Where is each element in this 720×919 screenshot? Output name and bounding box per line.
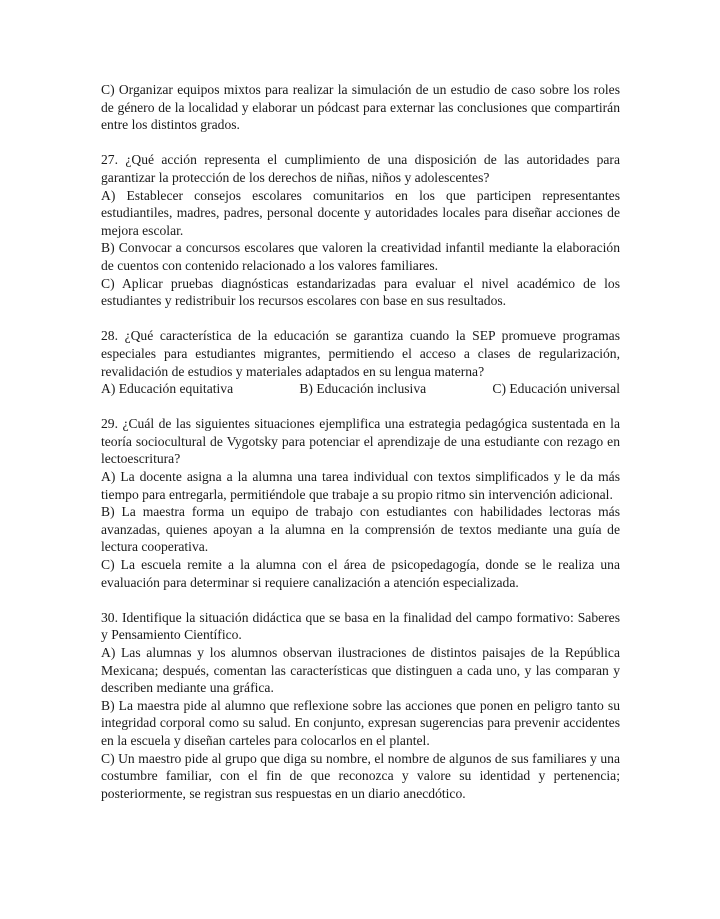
q27-stem: 27. ¿Qué acción representa el cumplimiento de una disposición de las autoridades para garantizar la protección de los derechos de niñas, niños y adolescentes?: [101, 152, 620, 185]
question-27: [101, 151, 620, 309]
q28-option-a: A) Educación equitativa: [101, 381, 234, 397]
q30-stem: 30. Identifique la situación didáctica que se basa en la finalidad del campo formativo: Saberes y Pensamiento Científico.: [101, 609, 620, 643]
question-28: [101, 327, 620, 397]
q26-option-c: C) Organizar equipos mixtos para realizar la simulación de un estudio de caso sobre los roles de género de la localidad y elaborar un pódcast para externar las conclusiones que compartirán entre los distintos grados.: [101, 82, 620, 133]
q27-option-b: B) Convocar a concursos escolares que valoren la creatividad infantil mediante la elaboración de cuentos con contenido relacionado a los valores familiares.: [101, 240, 620, 273]
q29-option-c: C) La escuela remite a la alumna con el área de psicopedagogía, donde se le realiza una evaluación para determinar si requiere canalización a atención especializada.: [101, 557, 620, 590]
q29-option-a: A) La docente asigna a la alumna una tarea individual con textos simplificados y le da más tiempo para entregarla, permitiéndole que trabaje a su propio ritmo sin intervención adicional.: [101, 469, 620, 502]
q30-option-b: B) La maestra pide al alumno que reflexione sobre las acciones que ponen en peligro tanto su integridad corporal como su salud. En conjunto, expresan sugerencias para prevenir accidentes en la escuela y diseñan carteles para colocarlos en el plantel.: [101, 697, 620, 748]
q30-option-c: C) Un maestro pide al grupo que diga su nombre, el nombre de algunos de sus familiares y una costumbre familiar, con el fin de que reconozca y valore su identidad y pertenencia; posteriormente, se registran sus respuestas en un diario anecdótico.: [101, 750, 620, 801]
question-30: [101, 609, 620, 803]
q28-stem: 28. ¿Qué característica de la educación se garantiza cuando la SEP promueve programas especiales para estudiantes migrantes, permitiendo el acceso a clases de regularización, revalidación de estudios y materiales adaptados en su lengua materna?: [101, 328, 620, 379]
q28-option-c: C) Educación universal: [492, 381, 620, 397]
q27-option-c: C) Aplicar pruebas diagnósticas estandarizadas para evaluar el nivel académico de los estudiantes y redistribuir los recursos escolares con base en sus resultados.: [101, 275, 620, 309]
q29-option-b: B) La maestra forma un equipo de trabajo con estudiantes con habilidades lectoras más avanzadas, quienes apoyan a la alumna en la comprensión de textos mediante una guía de lectura cooperativa.: [101, 504, 620, 555]
question-29: [101, 415, 620, 591]
q30-option-a: A) Las alumnas y los alumnos observan ilustraciones de distintos paisajes de la República Mexicana; después, comentan las características que distinguen a cada uno, y las comparan y describen mediante una gráfica.: [101, 645, 620, 696]
q28-options: [101, 380, 620, 398]
question-26-tail: [101, 81, 620, 134]
q27-option-a: A) Establecer consejos escolares comunitarios en los que participen representantes estudiantiles, madres, padres, personal docente y autoridades locales para diseñar acciones de mejora escolar.: [101, 187, 620, 238]
q29-stem: 29. ¿Cuál de las siguientes situaciones ejemplifica una estrategia pedagógica sustentada en la teoría sociocultural de Vygotsky para potenciar el aprendizaje de una estudiante con rezago en lectoescritura?: [101, 416, 620, 467]
q28-option-b: B) Educación inclusiva: [299, 381, 427, 397]
document-page: [101, 81, 620, 820]
